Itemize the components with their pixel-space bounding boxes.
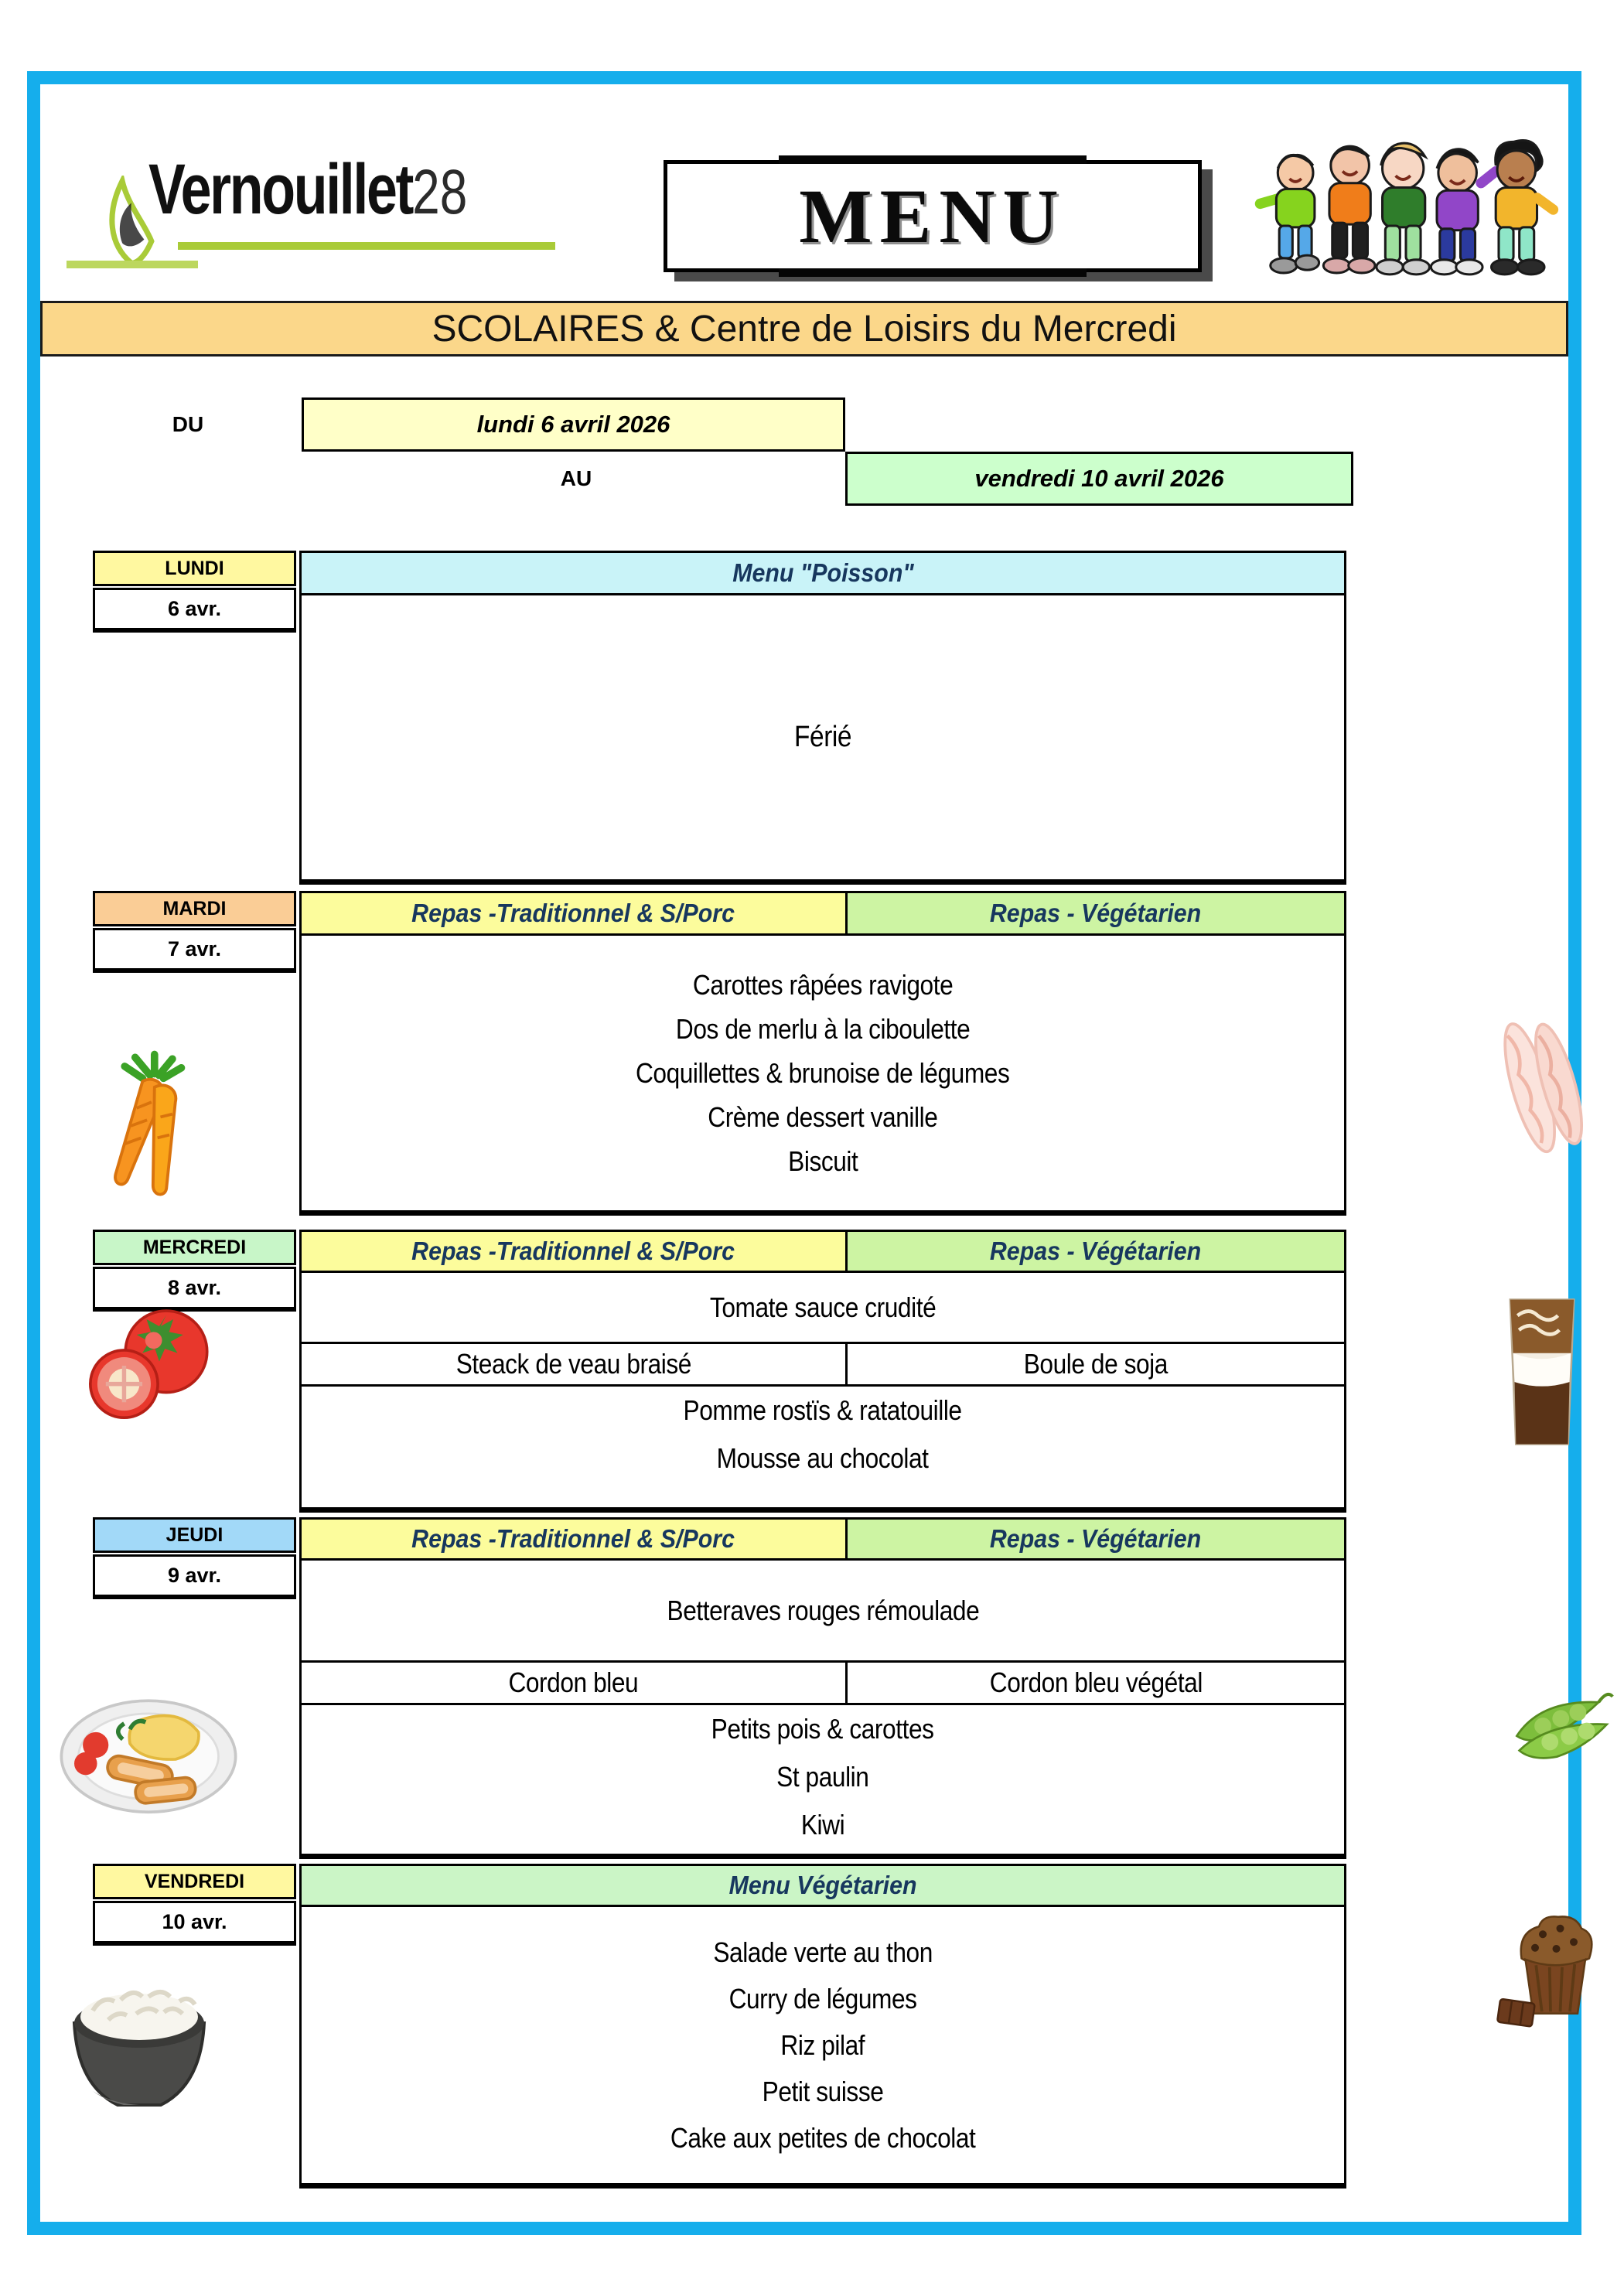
dish: Riz pilaf [780, 2028, 865, 2061]
dish: Crème dessert vanille [708, 1100, 938, 1133]
header-jeudi-right: Repas - Végétarien [990, 1524, 1202, 1553]
menu-mercredi [299, 1273, 1346, 1513]
banner [40, 301, 1568, 357]
dish-starter: Tomate sauce crudité [709, 1291, 937, 1323]
day-date-jeudi: 9 avr. [93, 1554, 296, 1599]
banner-text: SCOLAIRES & Centre de Loisirs du Mercredi [432, 308, 1177, 350]
main-course-split-row [302, 1342, 1344, 1387]
header-mercredi-left: Repas -Traditionnel & S/Porc [411, 1237, 735, 1265]
header-lundi-text: Menu "Poisson" [732, 558, 914, 587]
day-label-lundi: LUNDI [93, 551, 296, 586]
header-vendredi-text: Menu Végétarien [728, 1871, 917, 1899]
day-label-jeudi: JEUDI [93, 1517, 296, 1553]
dish-main-traditional: Cordon bleu [508, 1667, 639, 1698]
page-title: MENU [799, 173, 1066, 259]
menu-lundi [299, 595, 1346, 885]
date-to-label: AU [560, 466, 592, 490]
header-vendredi [299, 1864, 1346, 1907]
day-label-mardi: MARDI [93, 891, 296, 926]
dish-main-vegetarian: Cordon bleu végétal [989, 1667, 1203, 1698]
dish: Carottes râpées ravigote [692, 968, 954, 1001]
date-from-label: DU [172, 412, 204, 436]
header-mardi-left: Repas -Traditionnel & S/Porc [411, 899, 735, 927]
dish: Dos de merlu à la ciboulette [675, 1012, 971, 1045]
day-date-vendredi: 10 avr. [93, 1901, 296, 1946]
header-mercredi-right: Repas - Végétarien [990, 1237, 1202, 1265]
dish: Salade verte au thon [713, 1936, 933, 1968]
carrots-icon [68, 1050, 232, 1202]
main-course-split-row [302, 1660, 1344, 1705]
vernouillet-logo [62, 143, 588, 290]
header-mardi [299, 891, 1346, 936]
dish: Curry de légumes [728, 1982, 917, 2015]
dish: St paulin [776, 1761, 869, 1793]
header-lundi [299, 551, 1346, 595]
tomato-icon [73, 1298, 228, 1425]
peas-icon [1504, 1674, 1620, 1790]
chocolate-muffin-icon [1493, 1891, 1609, 2045]
logo-name: Vernouillet [148, 150, 413, 229]
dish: Mousse au chocolat [717, 1442, 929, 1474]
menu-vendredi [299, 1907, 1346, 2189]
menu-title-box [664, 160, 1202, 272]
menu-mardi [299, 936, 1346, 1216]
rice-bowl-icon [46, 1949, 232, 2119]
cordon-bleu-plate-icon [56, 1677, 241, 1822]
day-date-mercredi: 8 avr. [93, 1267, 296, 1312]
dish-main-traditional: Steack de veau braisé [455, 1348, 691, 1380]
logo-underline [178, 242, 555, 250]
day-date-mardi: 7 avr. [93, 928, 296, 973]
day-label-mercredi: MERCREDI [93, 1230, 296, 1265]
date-from-box [302, 397, 845, 452]
header-mercredi [299, 1230, 1346, 1273]
header-jeudi-left: Repas -Traditionnel & S/Porc [411, 1524, 735, 1553]
logo-suffix: 28 [412, 157, 468, 227]
dish-ferie: Férié [793, 721, 851, 753]
dish: Coquillettes & brunoise de légumes [636, 1056, 1010, 1089]
logo-underline-2 [67, 261, 198, 268]
dish-main-vegetarian: Boule de soja [1023, 1348, 1169, 1380]
dish-starter: Betteraves rouges rémoulade [667, 1594, 979, 1626]
day-date-lundi: 6 avr. [93, 588, 296, 633]
dish: Kiwi [800, 1809, 845, 1841]
children-clipart-icon [1251, 133, 1561, 288]
date-from-value: lundi 6 avril 2026 [476, 411, 670, 438]
fish-fillet-icon [1489, 1005, 1593, 1164]
dish: Petits pois & carottes [711, 1713, 934, 1745]
date-to-box [845, 452, 1353, 506]
dish: Pomme rostïs & ratatouille [683, 1394, 963, 1426]
date-to-value: vendredi 10 avril 2026 [974, 465, 1224, 492]
dish: Biscuit [787, 1145, 858, 1177]
dish: Cake aux petites de chocolat [670, 2121, 976, 2154]
header-jeudi [299, 1517, 1346, 1561]
day-label-vendredi: VENDREDI [93, 1864, 296, 1899]
menu-jeudi [299, 1561, 1346, 1859]
chocolate-dessert-icon [1499, 1290, 1585, 1454]
dish: Petit suisse [762, 2075, 884, 2107]
header-mardi-right: Repas - Végétarien [990, 899, 1202, 927]
